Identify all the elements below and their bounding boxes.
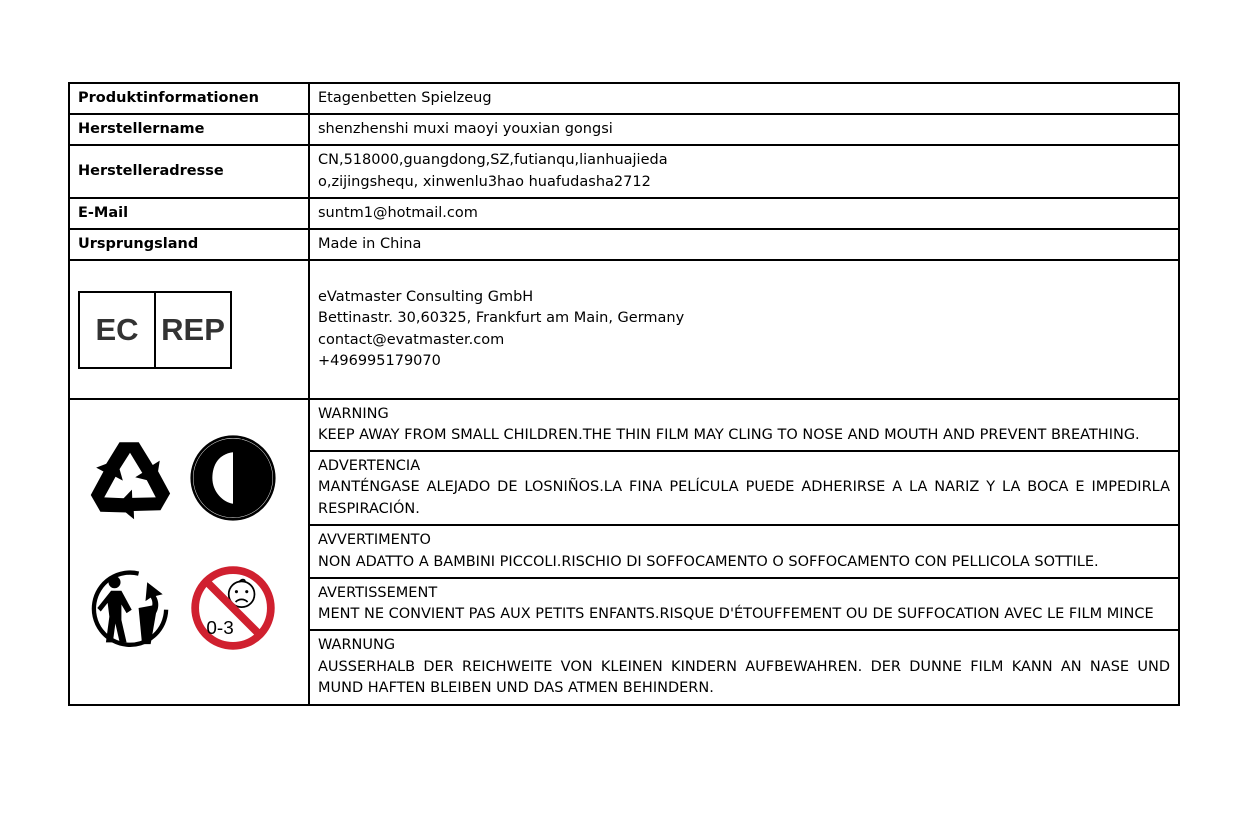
warning-title: WARNUNG [318, 637, 396, 654]
warning-title: ADVERTENCIA [318, 457, 421, 474]
warning-es [309, 451, 1179, 525]
warning-text: MENT NE CONVIENT PAS AUX PETITS ENFANTS.RISQUE D'ÉTOUFFEMENT OU DE SUFFOCATION AVEC LE FILM MINCE [318, 606, 1154, 622]
green-dot-icon [190, 435, 276, 521]
ec-rep-logo-right: REP [154, 293, 230, 367]
ec-rep-phone: +496995179070 [318, 353, 441, 369]
ec-rep-details [309, 260, 1179, 399]
symbols-grid [78, 401, 300, 703]
email-label: E-Mail [69, 198, 309, 229]
ec-rep-address: Bettinastr. 30,60325, Frankfurt am Main, Germany [318, 310, 685, 326]
ec-rep-logo-cell [69, 260, 309, 399]
warning-title: AVERTISSEMENT [318, 584, 438, 601]
warning-text: NON ADATTO A BAMBINI PICCOLI.RISCHIO DI SOFFOCAMENTO O SOFFOCAMENTO CON PELLICOLA SOTTILE. [318, 553, 1099, 570]
ec-rep-logo [78, 291, 232, 369]
warning-text: AUSSERHALB DER REICHWEITE VON KLEINEN KINDERN AUFBEWAHREN. DER DUNNE FILM KANN AN NASE UND MUND HAFTEN BLEIBEN UND DAS ATMEN BEHINDERN. [318, 658, 1170, 697]
product-info-table [68, 82, 1180, 706]
manufacturer-address-label: Herstelleradresse [69, 145, 309, 198]
table-row [69, 260, 1179, 399]
warning-title: AVVERTIMENTO [318, 532, 431, 548]
table-row [69, 399, 1179, 451]
warning-it [309, 525, 1179, 578]
table-row [69, 198, 1179, 229]
table-row [69, 145, 1179, 198]
manufacturer-address-value [309, 145, 1179, 198]
ec-rep-email: contact@evatmaster.com [318, 331, 505, 348]
manufacturer-name-value: shenzhenshi muxi maoyi youxian gongsi [309, 114, 1179, 145]
warning-title: WARNING [318, 405, 389, 422]
warning-text: MANTÉNGASE ALEJADO DE LOSNIÑOS.LA FINA PELÍCULA PUEDE ADHERIRSE A LA NARIZ Y LA BOCA E IMPEDIRLA RESPIRACIÓN. [318, 479, 1170, 517]
recycle-icon [86, 437, 174, 521]
table-row [69, 229, 1179, 260]
origin-country-label: Ursprungsland [69, 229, 309, 260]
warning-text: KEEP AWAY FROM SMALL CHILDREN.THE THIN FILM MAY CLING TO NOSE AND MOUTH AND PREVENT BREATHING. [318, 427, 1140, 443]
not-for-0-3-icon [190, 565, 276, 651]
warning-fr [309, 578, 1179, 630]
age-range-label: 0-3 [206, 617, 234, 639]
ec-rep-company: eVatmaster Consulting GmbH [318, 288, 534, 305]
tidyman-icon [86, 565, 174, 651]
warning-de [309, 630, 1179, 705]
product-info-value: Etagenbetten Spielzeug [309, 83, 1179, 114]
manufacturer-name-label: Herstellername [69, 114, 309, 145]
email-value: suntm1@hotmail.com [309, 198, 1179, 229]
address-line: CN,518000,guangdong,SZ,futianqu,lianhuajieda [318, 152, 668, 168]
address-line: o,zijingshequ, xinwenlu3hao huafudasha2712 [318, 173, 651, 190]
table-row [69, 114, 1179, 145]
origin-country-value: Made in China [309, 229, 1179, 260]
ec-rep-logo-left: EC [95, 311, 139, 347]
product-info-label: Produktinformationen [69, 83, 309, 114]
symbols-cell [69, 399, 309, 705]
warning-en [309, 399, 1179, 451]
table-row [69, 83, 1179, 114]
